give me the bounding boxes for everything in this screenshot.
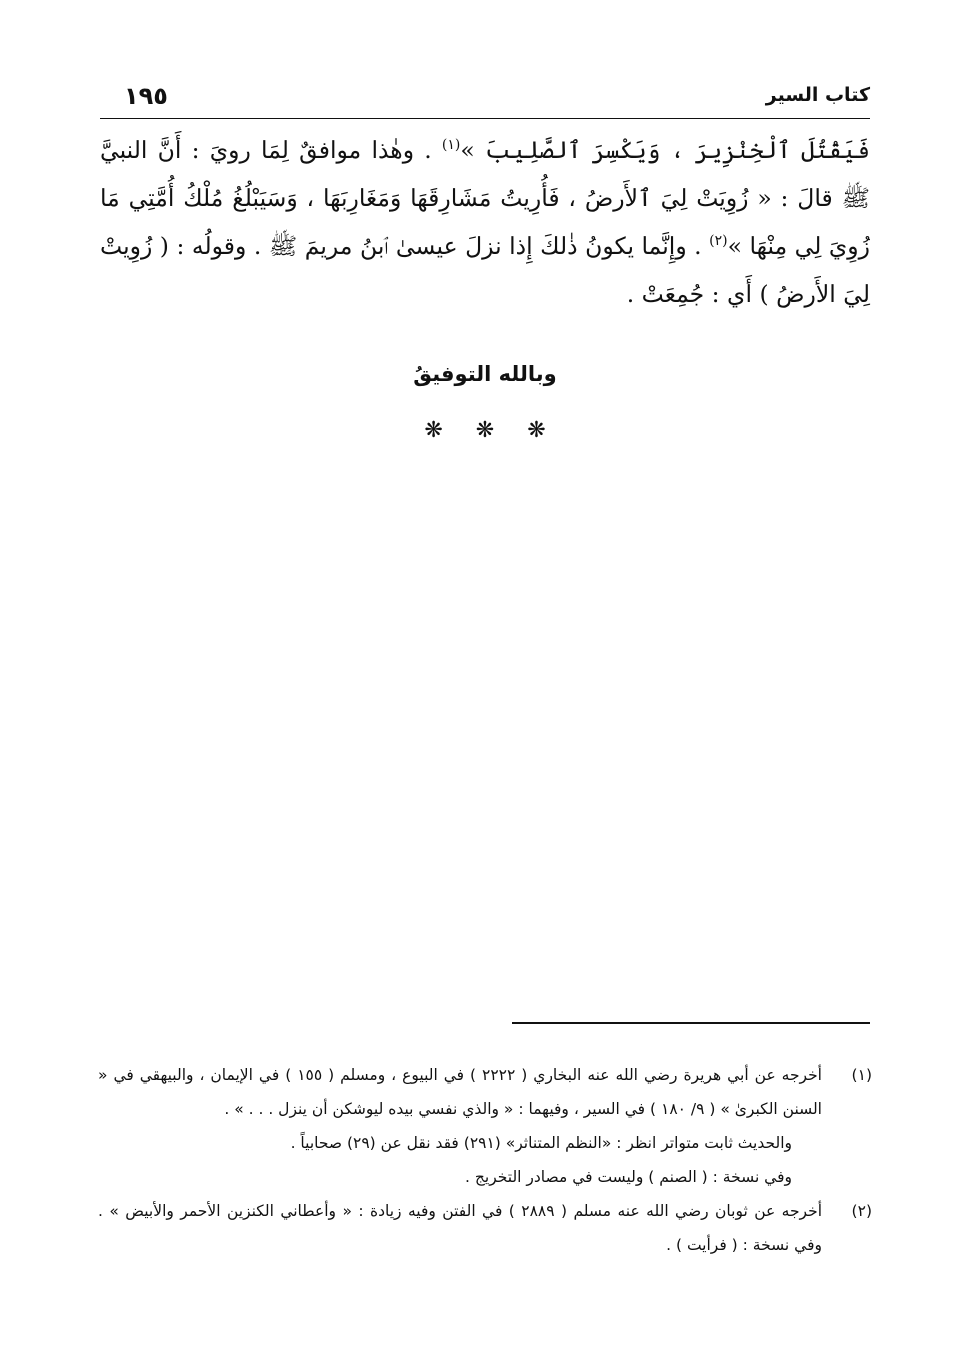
paragraph-part-2: . وهٰذا موافقٌ لِمَا رويَ : أَنَّ النبيَّ ﷺ قالَ : « زُوِيَتْ لِيَ ٱلأَرضُ ، فَأُرِيتُ مَشَارِقَهَا وَمَغَارِبَهَا ، وَسَيَبْلُغُ مُلْكُ أُمَّتِي مَا زُوِيَ لِي مِنْهَا » xyxy=(100,136,870,260)
footnote-ref-2[interactable]: (٢) xyxy=(709,233,728,250)
footnote-divider xyxy=(512,1022,870,1024)
footnote-text: أخرجه عن ثوبان رضي الله عنه مسلم ( ٢٨٨٩ ) في الفتن وفيه زيادة : « وأعطاني الكنزين الأحمر والأبيض » . وفي نسخة : ( فرأيت ) . xyxy=(98,1202,823,1254)
paragraph-part-3: . وإِنَّما يكونُ ذٰلكَ إِذا نزلَ عيسىٰ ٱبنُ مريمَ ﷺ . وقولُه : ( زُوِيتْ لِيَ الأَرضُ ) أَي : جُمِعَتْ . xyxy=(100,232,870,308)
footnotes xyxy=(98,1058,872,1262)
running-title: كتاب السير xyxy=(765,84,870,106)
main-paragraph xyxy=(100,126,870,318)
page-number: ١٩٥ xyxy=(124,82,168,110)
footnote-extra: والحديث ثابت متواتر انظر : «النظم المتناثر» (٢٩١) فقد نقل عن (٢٩) صحابياً . xyxy=(290,1134,792,1152)
footnote-number: (٢) xyxy=(851,1202,872,1220)
section-ornament: ❋ ❋ ❋ xyxy=(424,418,546,443)
page-header xyxy=(100,82,870,118)
footnote-1 xyxy=(98,1058,872,1126)
footnote-2 xyxy=(98,1194,872,1262)
footnote-text: أخرجه عن أبي هريرة رضي الله عنه البخاري ( ٢٢٢٢ ) في البيوع ، ومسلم ( ١٥٥ ) في الإيمان ، والبيهقي في « السنن الكبرىٰ » ( ٩/ ١٨٠ ) في السير ، وفيهما : « والذي نفسي بيده ليوشكن أن ينزل . . . » . xyxy=(98,1066,822,1118)
paragraph-part-1: فَيَقْتُلَ ٱلْخِنْزِيرَ ، وَيَكْسِرَ ٱلصَّلِيبَ » xyxy=(460,136,870,164)
footnote-ref-1[interactable]: (١) xyxy=(441,137,461,154)
closing-formula: وبالله التوفيقُ xyxy=(413,362,557,386)
header-divider xyxy=(100,118,870,119)
footnote-1-continuation xyxy=(98,1126,872,1194)
footnote-number: (١) xyxy=(851,1066,872,1084)
main-text xyxy=(100,126,870,318)
footnote-extra: وفي نسخة : ( الصنم ) وليست في مصادر التخريج . xyxy=(465,1168,792,1186)
